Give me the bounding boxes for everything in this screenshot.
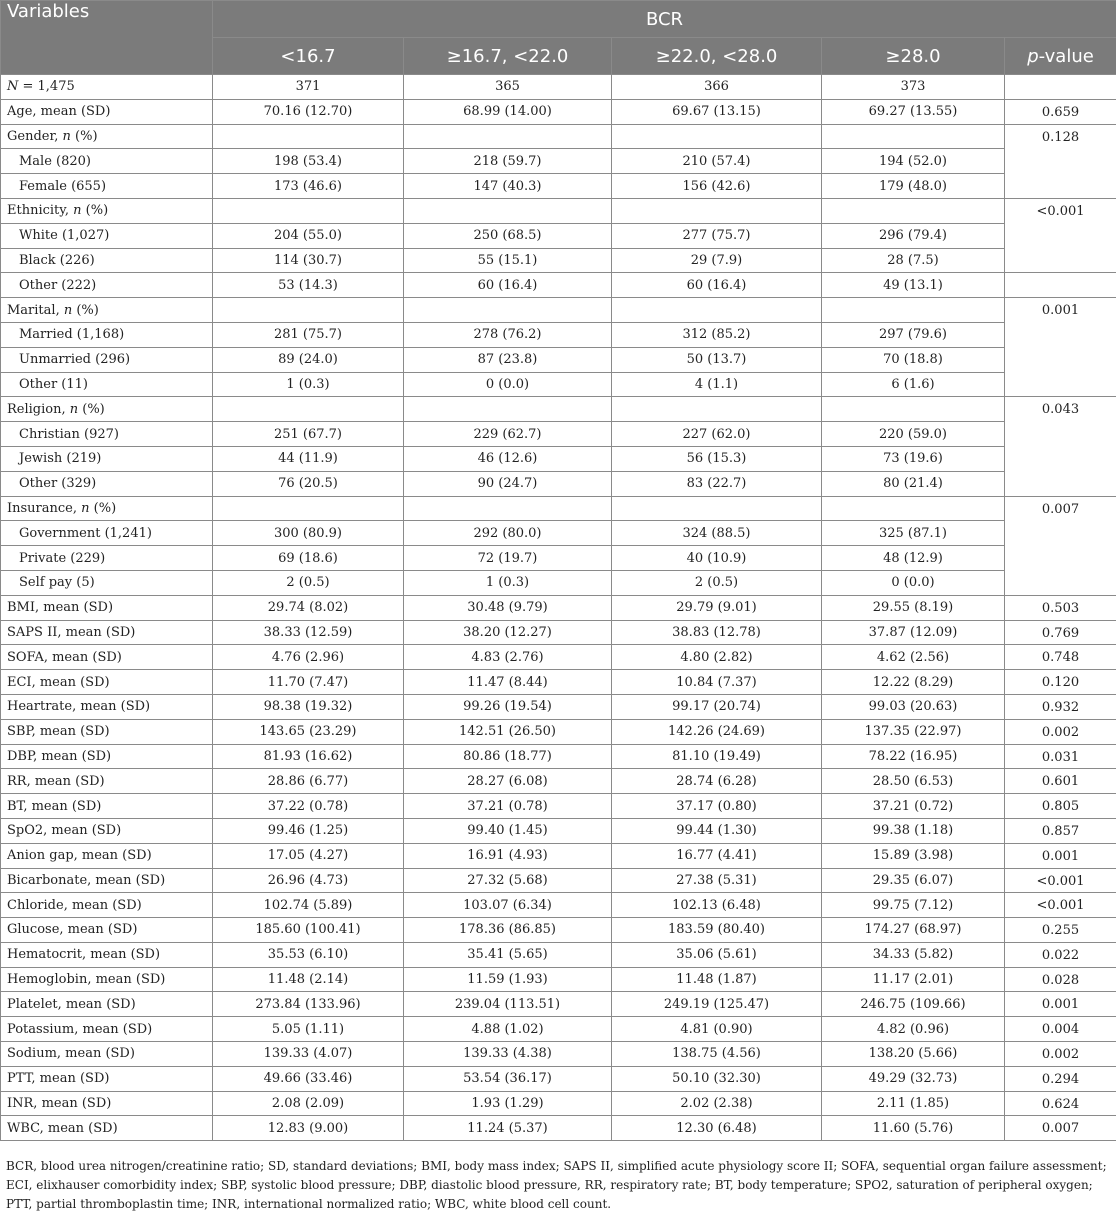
p-value-cell: 0.857 [1005,818,1116,843]
table-row [1,546,1116,571]
table-cell: 366 [612,75,822,100]
p-value-cell: <0.001 [1005,893,1116,918]
table-row [1,273,1116,298]
table-cell [612,198,822,223]
table-cell: 80 (21.4) [822,471,1005,496]
table-cell: 29 (7.9) [612,248,822,273]
table-row [1,446,1116,471]
table-row [1,670,1116,695]
p-value-cell: 0.031 [1005,744,1116,769]
table-cell [822,198,1005,223]
table-cell: 35.41 (5.65) [404,942,612,967]
p-value-cell: 0.004 [1005,1017,1116,1042]
table-cell: 28.74 (6.28) [612,769,822,794]
table-cell [822,124,1005,149]
table-cell: 297 (79.6) [822,322,1005,347]
table-row [1,372,1116,397]
p-value-cell: 0.659 [1005,99,1116,124]
row-label: SOFA, mean (SD) [1,645,213,670]
table-cell [213,397,404,422]
table-cell: 27.38 (5.31) [612,868,822,893]
table-cell: 142.51 (26.50) [404,719,612,744]
table-cell: 178.36 (86.85) [404,918,612,943]
table-cell: 11.48 (1.87) [612,967,822,992]
row-label: Christian (927) [1,422,213,447]
table-cell: 239.04 (113.51) [404,992,612,1017]
table-cell: 90 (24.7) [404,471,612,496]
table-cell: 11.70 (7.47) [213,670,404,695]
table-cell: 70.16 (12.70) [213,99,404,124]
col-header-lt-16-7: <16.7 [213,38,404,75]
table-cell [612,397,822,422]
table-row [1,298,1116,323]
row-label: Platelet, mean (SD) [1,992,213,1017]
table-cell: 55 (15.1) [404,248,612,273]
table-cell: 49.29 (32.73) [822,1066,1005,1091]
table-cell [822,397,1005,422]
row-label: Other (222) [1,273,213,298]
table-cell: 273.84 (133.96) [213,992,404,1017]
table-cell: 11.47 (8.44) [404,670,612,695]
table-row [1,769,1116,794]
row-label: Male (820) [1,149,213,174]
table-cell: 174.27 (68.97) [822,918,1005,943]
p-value-cell: 0.022 [1005,942,1116,967]
table-row [1,347,1116,372]
table-cell: 246.75 (109.66) [822,992,1005,1017]
table-cell: 12.83 (9.00) [213,1116,404,1141]
table-cell: 312 (85.2) [612,322,822,347]
table-cell: 250 (68.5) [404,223,612,248]
p-value-cell: 0.002 [1005,719,1116,744]
table-cell: 11.48 (2.14) [213,967,404,992]
table-cell: 60 (16.4) [612,273,822,298]
table-cell: 1.93 (1.29) [404,1091,612,1116]
table-cell: 2.11 (1.85) [822,1091,1005,1116]
table-row [1,422,1116,447]
table-cell: 281 (75.7) [213,322,404,347]
row-label: Jewish (219) [1,446,213,471]
table-cell: 10.84 (7.37) [612,670,822,695]
p-value-cell: 0.007 [1005,1116,1116,1141]
table-cell: 300 (80.9) [213,521,404,546]
table-cell: 28.27 (6.08) [404,769,612,794]
table-row [1,471,1116,496]
table-cell: 29.55 (8.19) [822,595,1005,620]
row-label: SpO2, mean (SD) [1,818,213,843]
table-cell [213,198,404,223]
table-cell [404,496,612,521]
table-cell: 12.22 (8.29) [822,670,1005,695]
table-cell: 227 (62.0) [612,422,822,447]
table-row [1,744,1116,769]
table-cell: 99.40 (1.45) [404,818,612,843]
row-label: Ethnicity, n (%) [1,198,213,223]
table-cell: 37.17 (0.80) [612,794,822,819]
table-cell: 60 (16.4) [404,273,612,298]
table-cell: 324 (88.5) [612,521,822,546]
table-cell [822,298,1005,323]
table-row [1,1042,1116,1067]
p-value-cell: 0.769 [1005,620,1116,645]
table-cell [404,298,612,323]
p-value-cell: 0.255 [1005,918,1116,943]
table-cell: 68.99 (14.00) [404,99,612,124]
table-cell: 30.48 (9.79) [404,595,612,620]
row-label: Hemoglobin, mean (SD) [1,967,213,992]
table-row [1,149,1116,174]
table-cell [404,124,612,149]
table-row [1,918,1116,943]
row-label: Glucose, mean (SD) [1,918,213,943]
table-cell: 138.20 (5.66) [822,1042,1005,1067]
row-label: Age, mean (SD) [1,99,213,124]
p-value-cell: 0.128 [1005,124,1116,198]
table-row [1,1116,1116,1141]
table-cell: 69.27 (13.55) [822,99,1005,124]
table-cell: 28.86 (6.77) [213,769,404,794]
row-label: ECI, mean (SD) [1,670,213,695]
p-value-cell: 0.028 [1005,967,1116,992]
table-cell: 103.07 (6.34) [404,893,612,918]
table-cell: 139.33 (4.07) [213,1042,404,1067]
table-row [1,818,1116,843]
table-cell: 147 (40.3) [404,174,612,199]
row-label: N = 1,475 [1,75,213,100]
table-cell: 4.62 (2.56) [822,645,1005,670]
row-label: Hematocrit, mean (SD) [1,942,213,967]
table-row [1,1091,1116,1116]
table-cell: 12.30 (6.48) [612,1116,822,1141]
table-cell: 373 [822,75,1005,100]
table-cell [404,198,612,223]
table-cell: 49.66 (33.46) [213,1066,404,1091]
table-cell: 183.59 (80.40) [612,918,822,943]
row-label: Gender, n (%) [1,124,213,149]
row-label: SAPS II, mean (SD) [1,620,213,645]
table-cell [612,298,822,323]
table-cell: 4.81 (0.90) [612,1017,822,1042]
p-value-cell: 0.001 [1005,992,1116,1017]
row-label: Unmarried (296) [1,347,213,372]
table-cell: 11.59 (1.93) [404,967,612,992]
table-cell: 325 (87.1) [822,521,1005,546]
col-header-16-7-22: ≥16.7, <22.0 [404,38,612,75]
p-value-cell: 0.007 [1005,496,1116,595]
row-label: Heartrate, mean (SD) [1,694,213,719]
table-cell [213,124,404,149]
table-cell: 15.89 (3.98) [822,843,1005,868]
table-row [1,124,1116,149]
table-cell [213,496,404,521]
table-cell: 4.80 (2.82) [612,645,822,670]
variables-header: Variables [1,1,213,75]
p-value-cell: <0.001 [1005,868,1116,893]
row-label: DBP, mean (SD) [1,744,213,769]
row-label: WBC, mean (SD) [1,1116,213,1141]
table-cell: 78.22 (16.95) [822,744,1005,769]
col-header-p-value: p-value [1005,38,1116,75]
table-cell [612,496,822,521]
table-cell: 249.19 (125.47) [612,992,822,1017]
table-cell: 4.82 (0.96) [822,1017,1005,1042]
p-value-cell: <0.001 [1005,198,1116,272]
table-row [1,794,1116,819]
table-row [1,942,1116,967]
table-cell: 102.74 (5.89) [213,893,404,918]
row-label: Insurance, n (%) [1,496,213,521]
table-cell: 185.60 (100.41) [213,918,404,943]
table-cell: 102.13 (6.48) [612,893,822,918]
table-cell: 16.91 (4.93) [404,843,612,868]
table-cell: 38.33 (12.59) [213,620,404,645]
table-cell: 70 (18.8) [822,347,1005,372]
table-cell: 99.75 (7.12) [822,893,1005,918]
p-value-cell: 0.624 [1005,1091,1116,1116]
table-cell: 37.21 (0.78) [404,794,612,819]
table-cell: 26.96 (4.73) [213,868,404,893]
table-row [1,174,1116,199]
table-cell: 83 (22.7) [612,471,822,496]
row-label: Government (1,241) [1,521,213,546]
table-row [1,322,1116,347]
p-value-cell [1005,75,1116,100]
table-cell: 38.83 (12.78) [612,620,822,645]
row-label: BT, mean (SD) [1,794,213,819]
table-cell [213,298,404,323]
row-label: Bicarbonate, mean (SD) [1,868,213,893]
table-cell [612,124,822,149]
table-cell: 53.54 (36.17) [404,1066,612,1091]
table-cell: 80.86 (18.77) [404,744,612,769]
table-row [1,521,1116,546]
table-cell: 50 (13.7) [612,347,822,372]
p-value-cell: 0.805 [1005,794,1116,819]
table-cell: 210 (57.4) [612,149,822,174]
table-cell: 99.26 (19.54) [404,694,612,719]
row-label: Marital, n (%) [1,298,213,323]
table-cell: 139.33 (4.38) [404,1042,612,1067]
table-cell: 99.03 (20.63) [822,694,1005,719]
table-cell: 69 (18.6) [213,546,404,571]
table-cell: 278 (76.2) [404,322,612,347]
table-cell: 0 (0.0) [822,570,1005,595]
table-cell: 2.02 (2.38) [612,1091,822,1116]
table-row [1,397,1116,422]
table-row [1,868,1116,893]
table-cell: 56 (15.3) [612,446,822,471]
col-header-22-28: ≥22.0, <28.0 [612,38,822,75]
row-label: Anion gap, mean (SD) [1,843,213,868]
table-cell: 37.21 (0.72) [822,794,1005,819]
p-value-cell: 0.001 [1005,298,1116,397]
col-header-ge-28: ≥28.0 [822,38,1005,75]
table-cell: 99.46 (1.25) [213,818,404,843]
table-cell: 218 (59.7) [404,149,612,174]
table-cell [822,496,1005,521]
table-cell: 17.05 (4.27) [213,843,404,868]
table-row [1,992,1116,1017]
table-cell: 29.74 (8.02) [213,595,404,620]
row-label: SBP, mean (SD) [1,719,213,744]
table-row [1,570,1116,595]
table-cell: 72 (19.7) [404,546,612,571]
table-cell: 37.22 (0.78) [213,794,404,819]
table-cell: 4.83 (2.76) [404,645,612,670]
table-cell: 4 (1.1) [612,372,822,397]
table-row [1,198,1116,223]
table-cell: 16.77 (4.41) [612,843,822,868]
row-label: Potassium, mean (SD) [1,1017,213,1042]
table-cell: 35.06 (5.61) [612,942,822,967]
table-cell: 296 (79.4) [822,223,1005,248]
p-value-cell: 0.002 [1005,1042,1116,1067]
row-label: PTT, mean (SD) [1,1066,213,1091]
table-cell: 138.75 (4.56) [612,1042,822,1067]
table-cell: 371 [213,75,404,100]
table-cell: 76 (20.5) [213,471,404,496]
table-cell: 98.38 (19.32) [213,694,404,719]
row-label: Black (226) [1,248,213,273]
row-label: White (1,027) [1,223,213,248]
row-label: INR, mean (SD) [1,1091,213,1116]
table-row [1,99,1116,124]
p-value-cell: 0.601 [1005,769,1116,794]
p-value-cell: 0.748 [1005,645,1116,670]
table-cell: 29.79 (9.01) [612,595,822,620]
table-cell: 99.44 (1.30) [612,818,822,843]
table-cell: 292 (80.0) [404,521,612,546]
table-cell [404,397,612,422]
p-value-cell: 0.932 [1005,694,1116,719]
table-cell: 40 (10.9) [612,546,822,571]
table-cell: 99.38 (1.18) [822,818,1005,843]
table-cell: 11.24 (5.37) [404,1116,612,1141]
row-label: RR, mean (SD) [1,769,213,794]
table-row [1,1066,1116,1091]
table-row [1,843,1116,868]
table-cell: 137.35 (22.97) [822,719,1005,744]
table-row [1,967,1116,992]
table-cell: 35.53 (6.10) [213,942,404,967]
row-label: Private (229) [1,546,213,571]
table-row [1,75,1116,100]
table-cell: 142.26 (24.69) [612,719,822,744]
row-label: BMI, mean (SD) [1,595,213,620]
table-cell: 156 (42.6) [612,174,822,199]
table-cell: 49 (13.1) [822,273,1005,298]
table-cell: 28.50 (6.53) [822,769,1005,794]
table-cell: 2 (0.5) [612,570,822,595]
table-row [1,893,1116,918]
table-row [1,496,1116,521]
table-cell: 143.65 (23.29) [213,719,404,744]
table-cell: 69.67 (13.15) [612,99,822,124]
table-cell: 1 (0.3) [213,372,404,397]
table-cell: 204 (55.0) [213,223,404,248]
table-cell: 44 (11.9) [213,446,404,471]
table-cell: 6 (1.6) [822,372,1005,397]
table-cell: 50.10 (32.30) [612,1066,822,1091]
table-cell: 89 (24.0) [213,347,404,372]
table-cell: 11.17 (2.01) [822,967,1005,992]
table-row [1,248,1116,273]
table-row [1,645,1116,670]
row-label: Sodium, mean (SD) [1,1042,213,1067]
table-header [1,1,1116,75]
table-cell: 365 [404,75,612,100]
table-cell: 2.08 (2.09) [213,1091,404,1116]
table-cell: 28 (7.5) [822,248,1005,273]
row-label: Other (11) [1,372,213,397]
table-cell: 220 (59.0) [822,422,1005,447]
table-cell: 34.33 (5.82) [822,942,1005,967]
table-cell: 179 (48.0) [822,174,1005,199]
table-cell: 81.93 (16.62) [213,744,404,769]
row-label: Religion, n (%) [1,397,213,422]
row-label: Married (1,168) [1,322,213,347]
p-value-cell: 0.043 [1005,397,1116,496]
row-label: Female (655) [1,174,213,199]
table-cell: 251 (67.7) [213,422,404,447]
p-value-cell: 0.120 [1005,670,1116,695]
table-row [1,694,1116,719]
table-cell: 0 (0.0) [404,372,612,397]
table-cell: 87 (23.8) [404,347,612,372]
table-cell: 114 (30.7) [213,248,404,273]
table-row [1,223,1116,248]
p-value-cell: 0.001 [1005,843,1116,868]
p-value-cell: 0.294 [1005,1066,1116,1091]
table-cell: 27.32 (5.68) [404,868,612,893]
table-cell: 229 (62.7) [404,422,612,447]
table-cell: 99.17 (20.74) [612,694,822,719]
table-cell: 5.05 (1.11) [213,1017,404,1042]
p-value-cell [1005,273,1116,298]
row-label: Chloride, mean (SD) [1,893,213,918]
table-cell: 277 (75.7) [612,223,822,248]
table-row [1,719,1116,744]
table-cell: 194 (52.0) [822,149,1005,174]
p-value-cell: 0.503 [1005,595,1116,620]
row-label: Other (329) [1,471,213,496]
table-row [1,595,1116,620]
table-footnote: BCR, blood urea nitrogen/creatinine ratio; SD, standard deviations; BMI, body mass index; SAPS II, simplified acute physiology score II; SOFA, sequential organ failure assessment; ECI, elixhauser comorbidity index; SBP, systolic blood pressure; DBP, diastolic blood pressure, RR, respiratory rate; BT, body temperature; SPO2, saturation of peripheral oxygen; PTT, partial thromboplastin time; INR, international normalized ratio; WBC, white blood cell count. [6,1159,1107,1211]
table-body [1,75,1116,1141]
table-cell: 4.76 (2.96) [213,645,404,670]
table-cell: 11.60 (5.76) [822,1116,1005,1141]
table-cell: 29.35 (6.07) [822,868,1005,893]
table-cell: 38.20 (12.27) [404,620,612,645]
table-cell: 4.88 (1.02) [404,1017,612,1042]
table-cell: 46 (12.6) [404,446,612,471]
table-cell: 48 (12.9) [822,546,1005,571]
table-row [1,620,1116,645]
table-cell: 37.87 (12.09) [822,620,1005,645]
table-cell: 73 (19.6) [822,446,1005,471]
bcr-group-header: BCR [213,1,1116,38]
table-cell: 198 (53.4) [213,149,404,174]
table-cell: 2 (0.5) [213,570,404,595]
row-label: Self pay (5) [1,570,213,595]
table-cell: 173 (46.6) [213,174,404,199]
table-cell: 81.10 (19.49) [612,744,822,769]
table-row [1,1017,1116,1042]
table-cell: 53 (14.3) [213,273,404,298]
table-cell: 1 (0.3) [404,570,612,595]
